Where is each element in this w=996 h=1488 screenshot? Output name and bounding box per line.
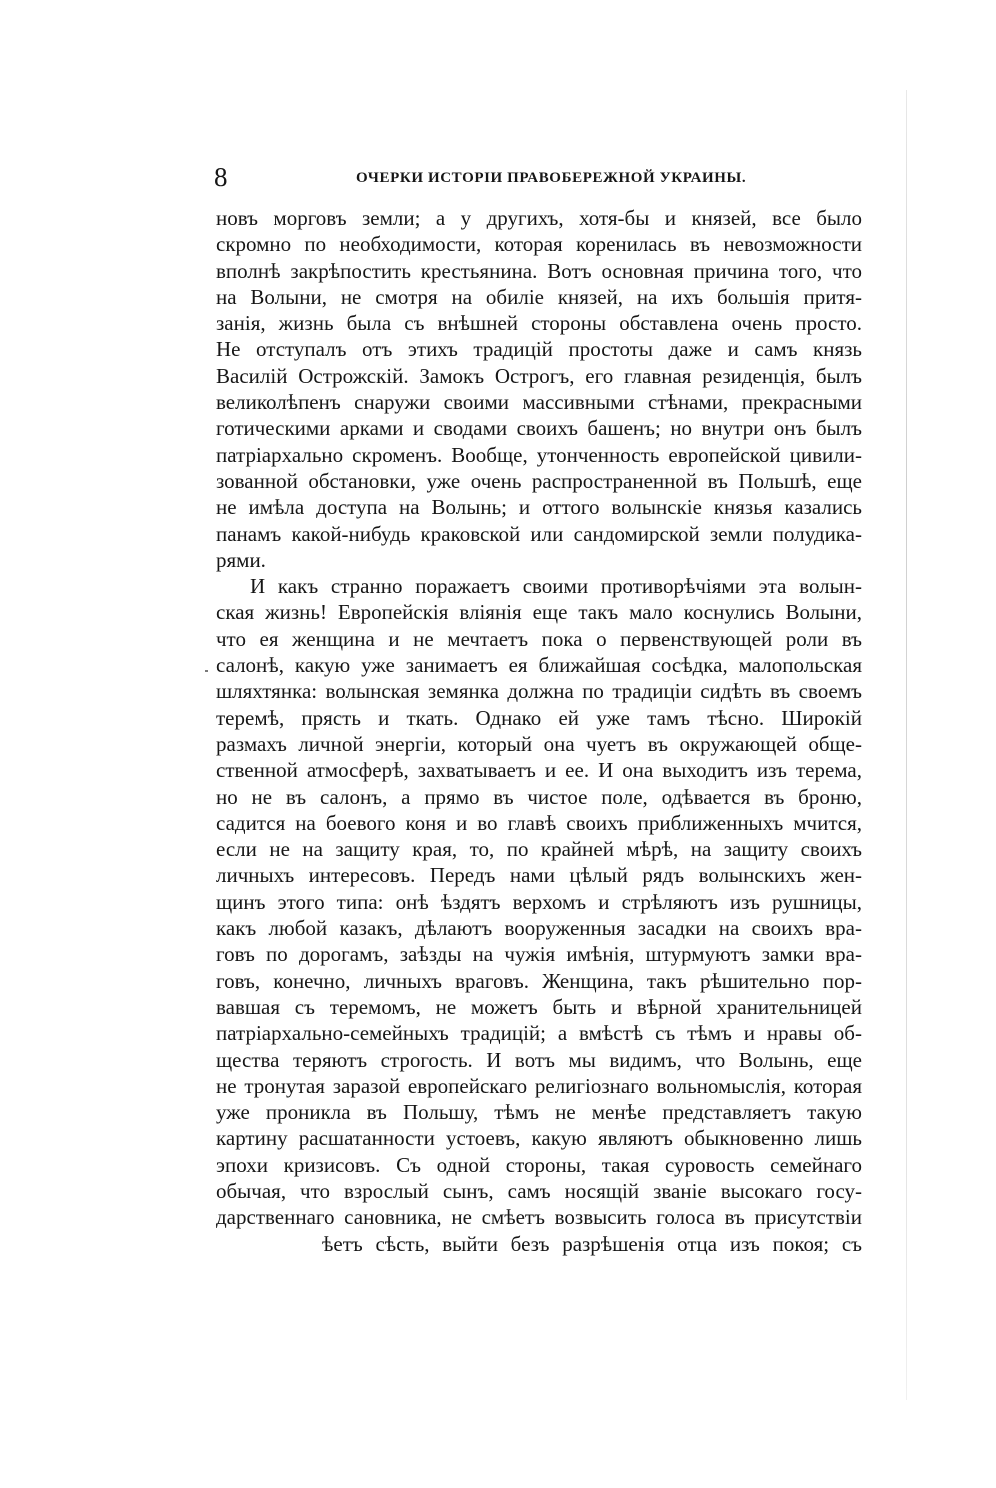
text-line: великолѣпенъ снаружи своими массивными стѣнами, прекрасными: [216, 390, 862, 415]
text-line: какъ любой казакъ, дѣлаютъ вооруженныя засадки на своихъ вра-: [216, 916, 862, 941]
text-line: шляхтянка: волынская земянка должна по традиціи сидѣть въ своемъ: [216, 679, 862, 704]
text-line: говъ по дорогамъ, заѣзды на чужія имѣнія, штурмуютъ замки вра-: [216, 942, 862, 967]
text-line: картину расшатанности устоевъ, какую являютъ обыкновенно лишь: [216, 1126, 862, 1151]
text-line: щества теряютъ строгость. И вотъ мы видимъ, что Волынь, еще: [216, 1047, 862, 1072]
text-line: не имѣла доступа на Волынь; и оттого волынскіе князья казались: [216, 495, 862, 520]
text-line: ская жизнь! Европейскія вліянія еще такъ мало коснулись Волыни,: [216, 600, 862, 625]
text-line: если не на защиту края, то, по крайней мѣрѣ, на защиту своихъ: [216, 837, 862, 862]
text-line: панамъ какой-нибудь краковской или сандомирской земли полудика-: [216, 521, 862, 546]
text-line: Не отступалъ отъ этихъ традицій простоты даже и самъ князь: [216, 337, 862, 362]
text-line: новъ морговъ земли; а у другихъ, хотя-бы и князей, все было: [216, 206, 862, 230]
text-line: рями.: [216, 547, 266, 572]
page-number: 8: [214, 162, 228, 192]
text-line: размахъ личной энергіи, который она чуетъ въ окружающей обще-: [216, 731, 862, 756]
text-line: вполнѣ закрѣпостить крестьянина. Вотъ основная причина того, что: [216, 258, 862, 283]
body-text: [216, 205, 862, 1257]
text-line: салонѣ, какую уже занимаетъ ея ближайшая сосѣдка, малопольская: [216, 653, 862, 678]
text-line: патріархально скроменъ. Вообще, утонченность европейской цивили-: [216, 442, 862, 467]
running-title: ОЧЕРКИ ИСТОРІИ ПРАВОБЕРЕЖНОЙ УКРАИНЫ.: [356, 170, 747, 186]
paragraph-start-line: И какъ странно поражаетъ своими противорѣчіями эта волын-: [250, 574, 862, 599]
scan-speck: [205, 670, 208, 672]
text-line: личныхъ интересовъ. Передъ нами цѣлый рядъ волынскихъ жен-: [216, 863, 862, 888]
text-line: теремѣ, прясть и ткать. Однако ей уже тамъ тѣсно. Широкій: [216, 705, 862, 730]
page-header: [214, 162, 864, 192]
text-line: на Волыни, не смотря на обиліе князей, на ихъ большія притя-: [216, 284, 862, 309]
text-line: вавшая съ теремомъ, не можетъ быть и вѣрной хранительницей: [216, 994, 862, 1019]
truncated-text-line: ѣетъ сѣсть, выйти безъ разрѣшенія отца изъ покоя; съ: [322, 1231, 862, 1256]
text-line: ственной атмосферѣ, захватываетъ и ее. И она выходитъ изъ терема,: [216, 758, 862, 783]
text-line: не тронутая заразой европейскаго религіознаго вольномыслія, которая: [216, 1073, 862, 1098]
text-line: обычая, что взрослый сынъ, самъ носящій званіе высокаго госу-: [216, 1178, 862, 1203]
text-line: садится на боевого коня и во главѣ своихъ приближенныхъ мчится,: [216, 810, 862, 835]
text-line: скромно по необходимости, которая коренилась въ невозможности: [216, 232, 862, 257]
text-line: дарственнаго сановника, не смѣетъ возвысить голоса въ присутствіи: [216, 1205, 862, 1230]
text-line: уже проникла въ Польшу, тѣмъ не менѣе представляетъ такую: [216, 1100, 862, 1125]
text-line: что ея женщина и не мечтаетъ пока о первенствующей роли въ: [216, 626, 862, 651]
text-line: эпохи кризисовъ. Съ одной стороны, такая суровость семейнаго: [216, 1152, 862, 1177]
text-line: патріархально-семейныхъ традицій; а вмѣстѣ съ тѣмъ и нравы об-: [216, 1021, 862, 1046]
text-line: но не въ салонъ, а прямо въ чистое поле, одѣвается въ броню,: [216, 784, 862, 809]
text-line: говъ, конечно, личныхъ враговъ. Женщина, такъ рѣшительно пор-: [216, 968, 862, 993]
text-line: щинъ этого типа: онѣ ѣздятъ верхомъ и стрѣляютъ изъ рушницы,: [216, 889, 862, 914]
text-line: готическими арками и сводами своихъ башенъ; но внутри онъ былъ: [216, 416, 862, 441]
text-line: зованной обстановки, уже очень распространенной въ Польшѣ, еще: [216, 468, 862, 493]
text-line: Василій Острожскій. Замокъ Острогъ, его главная резиденція, былъ: [216, 363, 862, 388]
scan-edge-line: [906, 90, 907, 1400]
text-line: занія, жизнь была съ внѣшней стороны обставлена очень просто.: [216, 311, 862, 336]
